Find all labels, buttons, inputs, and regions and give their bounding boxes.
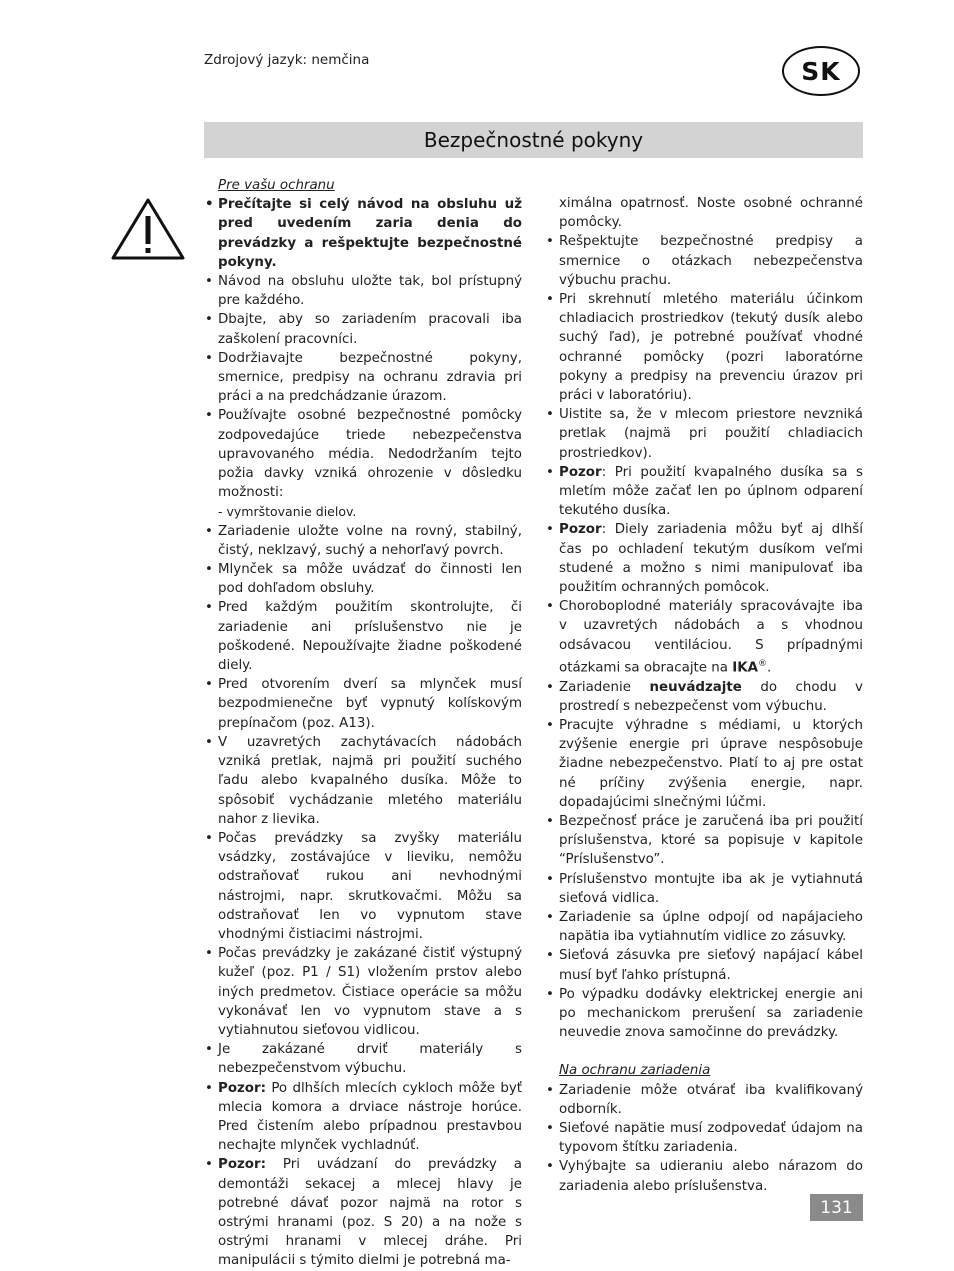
list-item: • Pri skrehnutí mletého materiálu účinkom chladiacich prostriedkov (tekutý dusík alebo suchý ľad), je potrebné používať vhodné ochranné pomôcky (pozri laboratórne pokyny a predpisy na prevenciu úrazov pri práci v laboratóriu). (559, 290, 863, 405)
list-item: • Dbajte, aby so zariadením pracovali iba zaškolení pracovníci. (218, 310, 522, 348)
list-item: • Zariadenie uložte volne na rovný, stabilný, čistý, neklzavý, suchý a nehorľavý povrch. (218, 522, 522, 560)
list-item: • Zariadenie sa úplne odpojí od napájacieho napätia iba vytiahnutím vidlice zo zásuvky. (559, 908, 863, 946)
list-item: • Je zakázané drviť materiály s nebezpečenstvom výbuchu. (218, 1040, 522, 1078)
caution-label: Pozor: (218, 1157, 266, 1173)
warning-triangle-icon (110, 197, 186, 261)
list-item: • Návod na obsluhu uložte tak, bol prístupný pre každého. (218, 272, 522, 310)
list-item: • V uzavretých zachytávacích nádobách vzniká pretlak, najmä pri použití suchého ľadu alebo kvapalného dusíka. Môže to spôsobiť vychádzanie mletého materiálu nahor z lievika. (218, 733, 522, 829)
protection-heading: Pre vašu ochranu (218, 178, 335, 193)
list-item: • Mlynček sa môže uvádzať do činnosti len pod dohľadom obsluhy. (218, 560, 522, 598)
item-text: do chodu v prostredí s nebezpečenst vom výbuchu. (559, 679, 863, 714)
list-item (218, 1079, 522, 1156)
list-item (559, 463, 863, 521)
list-item (559, 597, 863, 677)
item-text: Choroboplodné materiály spracovávajte iba v uzavretých nádobách a s vhodnou odsávacou ventiláciou. S prípadnými otázkami sa obracajte na (559, 599, 863, 676)
registered-mark: ® (757, 658, 767, 669)
list-item: • Príslušenstvo montujte iba ak je vytiahnutá sieťová vidlica. (559, 870, 863, 908)
language-badge: SK (782, 46, 860, 96)
caution-text: : Diely zariadenia môžu byť aj dlhší čas po ochladení tekutým dusíkom veľmi studené a možno s nimi manipulovať iba použitím ochranných pomôcok. (559, 522, 863, 596)
list-item: • Dodržiavajte bezpečnostné pokyny, smernice, predpisy na ochranu zdravia pri práci a na predchádzanie úrazom. (218, 349, 522, 407)
list-item (559, 520, 863, 597)
list-item: • Rešpektujte bezpečnostné predpisy a smernice o otázkach nebezpečenstva výbuchu prachu. (559, 232, 863, 290)
list-item: • Počas prevádzky sa zvyšky materiálu vsádzky, zostávajúce v lieviku, nemôžu odstraňovať rukou ani nevhodnými nástrojmi, napr. skrutkovačmi. Môžu sa odstraňovať len vo vypnutom stave vhodnými čistiacimi nástrojmi. (218, 829, 522, 944)
list-item (559, 678, 863, 716)
caution-text: Po dlhších mlecích cykloch môže byť mlecia komora a drviace nástroje horúce. Pred čistením alebo prípadnou prestavbou nechajte mlynček vychladnúť. (218, 1080, 522, 1154)
list-item: • Pracujte výhradne s médiami, u ktorých zvýšenie energie pri úprave nespôsobuje žiadne nebezpečenstvo. Platí to aj pre ostat né príčiny zvýšenia energie, napr. dopadajúcimi slnečnými lúčmi. (559, 716, 863, 812)
left-column (218, 176, 522, 1271)
list-item: • Pred otvorením dverí sa mlynček musí bezpodmienečne byť vypnutý kolískovým prepínačom (poz. A13). (218, 675, 522, 733)
brand-name: IKA (732, 660, 758, 676)
list-item: • Počas prevádzky je zakázané čistiť výstupný kužeľ (poz. P1 / S1) vložením prstov alebo iných predmetov. Čistiace operácie sa môžu vykonávať len vo vypnutom stave a s vytiahnutou sieťovou vidlicou. (218, 944, 522, 1040)
list-item: • Prečítajte si celý návod na obsluhu už pred uvedením zaria denia do prevádzky a rešpektujte bezpečnostné pokyny. (218, 195, 522, 272)
continued-text: ximálna opatrnosť. Noste osobné ochranné pomôcky. (559, 196, 863, 231)
caution-label: Pozor (559, 522, 602, 538)
list-item: • Vyhýbajte sa udieraniu alebo nárazom do zariadenia alebo príslušenstva. (559, 1157, 863, 1195)
emphasis-text: neuvádzajte (649, 679, 742, 695)
list-item: • Používajte osobné bezpečnostné pomôcky zodpovedajúce triede nebezpečenstva upravovaného média. Nedodržaním tejto požia davky vzniká ohrozenie v dôsledku možnosti: (218, 406, 522, 502)
spacer (559, 1042, 863, 1061)
source-language: Zdrojový jazyk: nemčina (204, 52, 370, 68)
list-item: • Bezpečnosť práce je zaručená iba pri použití príslušenstva, ktoré sa popisuje v kapitole “Príslušenstvo”. (559, 812, 863, 870)
list-subitem: - vymrštovanie dielov. (218, 504, 357, 520)
page-number: 131 (810, 1194, 863, 1221)
section-title: Bezpečnostné pokyny (423, 128, 644, 152)
list-item (218, 1155, 522, 1270)
item-text: Zariadenie (559, 679, 650, 695)
list-item: • Pred každým použitím skontrolujte, či zariadenie ani príslušenstvo nie je poškodené. Nepoužívajte žiadne poškodené diely. (218, 598, 522, 675)
caution-label: Pozor: (218, 1080, 266, 1096)
section-title-bar (204, 122, 863, 158)
list-item: • Po výpadku dodávky elektrickej energie ani po mechanickom prerušení sa zariadenie neuvedie znova samočinne do prevádzky. (559, 985, 863, 1043)
caution-text: Pri uvádzaní do prevádzky a demontáži sekacej a mlecej hlavy je potrebné dávať pozor najmä na rotor s ostrými hranami (poz. S 20) a na nože s ostrými hranami v mlecej dráhe. Pri manipulácii s týmito dielmi je potrebná ma- (218, 1157, 522, 1269)
caution-label: Pozor (559, 464, 602, 480)
right-column (559, 194, 863, 1196)
device-protection-heading: Na ochranu zariadenia (559, 1063, 711, 1079)
list-item: • Zariadenie môže otvárať iba kvalifikovaný odborník. (559, 1081, 863, 1119)
list-item: • Sieťová zásuvka pre sieťový napájací kábel musí byť ľahko prístupná. (559, 946, 863, 984)
list-item: • Sieťové napätie musí zodpovedať údajom na typovom štítku zariadenia. (559, 1119, 863, 1157)
caution-text: : Pri použití kvapalného dusíka sa s mletím môže začať len po úplnom odparení tekutého dusíka. (559, 464, 863, 519)
item-text: . (766, 660, 772, 676)
list-item: • Uistite sa, že v mlecom priestore nevzniká pretlak (najmä pri použití chladiacich prostriedkov). (559, 405, 863, 463)
